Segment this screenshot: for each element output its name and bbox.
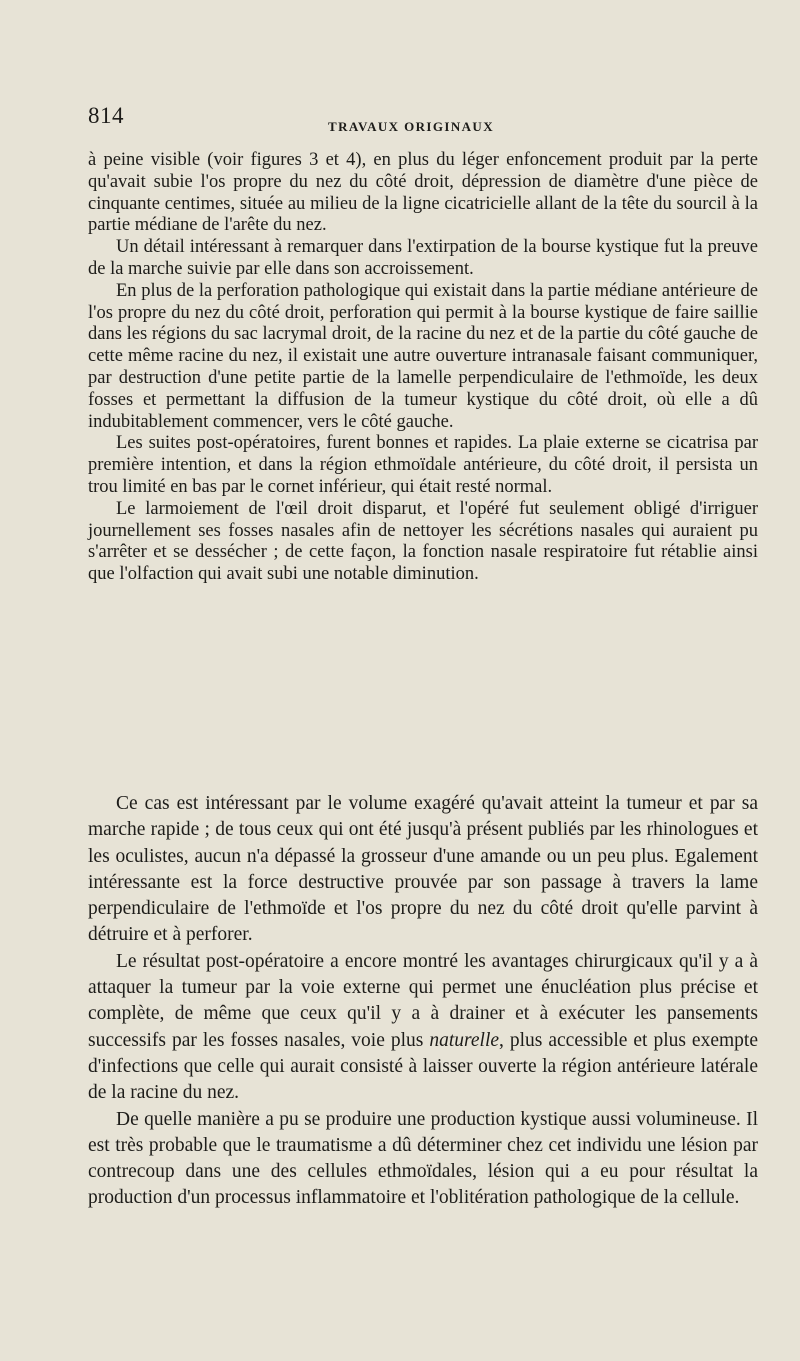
paragraph-postop-result bbox=[88, 949, 758, 1107]
text-run: Le résultat post-opératoire a encore montré les avantages chirurgicaux qu'il y a à attaquer la tumeur par la voie externe qui permet une énucléation plus précise et complète, de même que ceux qu'il y a à drainer et à exécuter les pansements successifs par les fosses nasales, voie plus bbox=[88, 950, 758, 1051]
paragraph-perforation: En plus de la perforation pathologique qui existait dans la partie médiane antérieure de l'os propre du nez du côté droit, perforation qui permit à la bourse kystique de faire saillie dans les régions du sac lacrymal droit, de la racine du nez et de la partie du côté gauche de cette même racine du nez, il existait une autre ouverture intranasale faisant communiquer, par destruction d'une petite partie de la lamelle perpendiculaire de l'ethmoïde, les deux fosses et permettant la diffusion de la tumeur kystique du côté droit, où elle a dû indubitablement commencer, vers le côté gauche. bbox=[88, 280, 758, 432]
paragraph-lacrimation: Le larmoiement de l'œil droit disparut, et l'opéré fut seulement obligé d'irriguer journellement ses fosses nasales afin de nettoyer les sécrétions nasales qui auraient pu s'arrêter et se dessécher ; de cette façon, la fonction nasale respiratoire fut rétablie ainsi que l'olfaction qui avait subi une notable diminution. bbox=[88, 498, 758, 585]
page-number: 814 bbox=[88, 103, 124, 128]
small-type-section bbox=[88, 150, 758, 586]
emphasized-word: naturelle bbox=[429, 1029, 500, 1051]
paragraph-postop-course: Les suites post-opératoires, furent bonnes et rapides. La plaie externe se cicatrisa par première intention, et dans la région ethmoïdale antérieure, du côté droit, il persista un trou limité en bas par le cornet inférieur, qui était resté normal. bbox=[88, 433, 758, 497]
paragraph-extirpation-detail: Un détail intéressant à remarquer dans l'extirpation de la bourse kystique fut la preuve de la marche suivie par elle dans son accroissement. bbox=[88, 237, 758, 279]
discussion-section bbox=[88, 791, 758, 1212]
running-title: TRAVAUX ORIGINAUX bbox=[328, 119, 494, 134]
paragraph-cyst-origin: De quelle manière a pu se produire une production kystique aussi volumineuse. Il est très probable que le traumatisme a dû déterminer chez cet individu une lésion par contrecoup dans une des cellules ethmoïdales, lésion qui a eu pour résultat la production d'un processus inflammatoire et l'oblitération pathologique de la cellule. bbox=[88, 1108, 758, 1209]
paragraph-case-interest: Ce cas est intéressant par le volume exagéré qu'avait atteint la tumeur et par sa marche rapide ; de tous ceux qui ont été jusqu'à présent publiés par les rhinologues et les oculistes, aucun n'a dépassé la grosseur d'une amande ou un peu plus. Egalement intéressante est la force destructive prouvée par son passage à travers la lame perpendiculaire de l'ethmoïde et l'os propre du nez du côté droit qu'elle parvint à détruire et à perforer. bbox=[88, 793, 758, 946]
page-header bbox=[88, 103, 788, 143]
text-run: , plus accessible et plus exempte d'infections que celle qui aurait consisté à laisser ouverte la région antérieure latérale de la racine du nez. bbox=[88, 1029, 758, 1104]
paragraph-continuation: à peine visible (voir figures 3 et 4), en plus du léger enfoncement produit par la perte qu'avait subie l'os propre du nez du côté droit, dépression de diamètre d'une pièce de cinquante centimes, située au milieu de la ligne cicatricielle allant de la tête du sourcil à la partie médiane de l'arête du nez. bbox=[88, 150, 758, 236]
